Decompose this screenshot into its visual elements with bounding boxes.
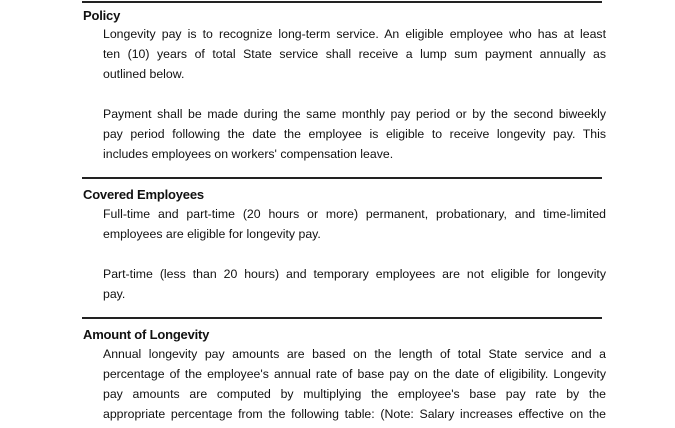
section-heading-covered-employees: Covered Employees [83, 187, 204, 202]
text-line: percentage of the employee's annual rate of base pay on the date of eligibility. Longevity [103, 367, 606, 381]
section-heading-amount-of-longevity: Amount of Longevity [83, 327, 210, 342]
section-divider [82, 317, 602, 319]
section-heading-policy: Policy [83, 8, 121, 23]
text-line: Full-time and part-time (20 hours or more) permanent, probationary, and time-limited [103, 207, 606, 221]
text-line: Part-time (less than 20 hours) and temporary employees are not eligible for longevity [103, 267, 606, 281]
text-line: pay. [103, 287, 126, 301]
covered-paragraph-2 [103, 264, 606, 304]
text-line: ten (10) years of total State service shall receive a lump sum payment annually as [103, 47, 606, 61]
text-line: outlined below. [103, 67, 185, 81]
text-line: pay period following the date the employee is eligible to receive longevity pay. This [103, 127, 606, 141]
covered-paragraph-1 [103, 204, 606, 244]
section-divider-top [82, 1, 602, 3]
text-line: Longevity pay is to recognize long-term service. An eligible employee who has at least [103, 27, 606, 41]
text-line: appropriate percentage from the following table: (Note: Salary increases effective on the [103, 407, 606, 421]
text-line: pay amounts are computed by multiplying the employee's base pay rate by the [103, 387, 606, 401]
text-line: employees are eligible for longevity pay. [103, 227, 321, 241]
amount-paragraph-1 [103, 344, 606, 424]
text-line: Annual longevity pay amounts are based on the length of total State service and a [103, 347, 606, 361]
policy-paragraph-1 [103, 24, 606, 84]
section-divider [82, 177, 602, 179]
text-line: includes employees on workers' compensation leave. [103, 147, 394, 161]
text-line: Payment shall be made during the same monthly pay period or by the second biweekly [103, 107, 606, 121]
policy-paragraph-2 [103, 104, 606, 164]
